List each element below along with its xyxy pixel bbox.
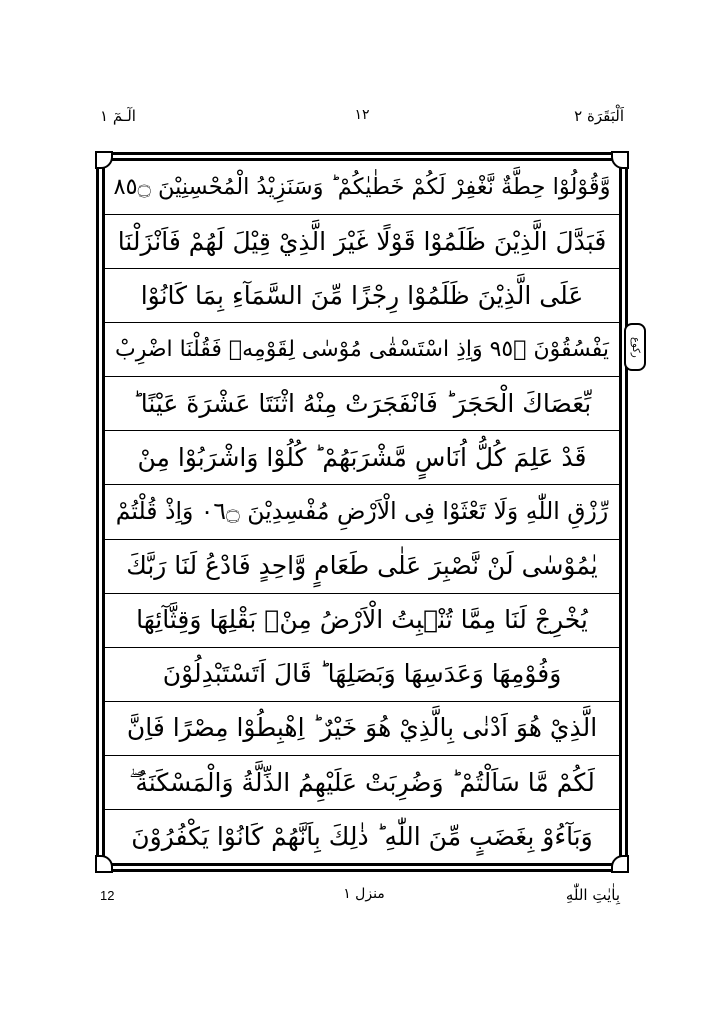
ayah-text: بِّعَصَاكَ الْحَجَرَ ؕ فَانْفَجَرَتْ مِنْهُ اثْنَتَا عَشْرَةَ عَيْنًا ؕ: [132, 388, 592, 418]
ayah-line: [105, 540, 619, 594]
ayah-text: وَّقُوْلُوْا حِطَّةٌ نَّغْفِرْ لَكُمْ خَطٰيٰكُمْ ؕ وَسَنَزِيْدُ الْمُحْسِنِيْنَ ۝٥٨: [113, 174, 611, 201]
text-frame: [96, 152, 641, 872]
ayah-text: وَبَآءُوْ بِغَضَبٍ مِّنَ اللّٰهِ ؕ ذٰلِكَ بِاَنَّهُمْ كَانُوْا يَكْفُرُوْنَ: [131, 821, 593, 851]
ayah-text: لَكُمْ مَّا سَاَلْتُمْ ؕ وَضُرِبَتْ عَلَيْهِمُ الذِّلَّةُ وَالْمَسْكَنَةُ ۖ: [129, 767, 595, 797]
ayah-lines: [105, 161, 619, 863]
ayah-line: [105, 161, 619, 215]
ayah-line: [105, 810, 619, 863]
ayah-line: [105, 756, 619, 810]
page-header: [100, 108, 624, 134]
ayah-line: [105, 377, 619, 431]
ayah-text: يَفْسُقُوْنَ ۝٥٩ وَاِذِ اسْتَسْقٰى مُوْسٰى لِقَوْمِهٖ فَقُلْنَا اضْرِبْ: [115, 336, 609, 362]
header-surah-name: اَلْبَقَرَة ٢: [574, 107, 624, 125]
ayah-line: [105, 215, 619, 269]
corner-ornament-bottom-right: [611, 855, 629, 873]
ruku-medallion: رکوع: [624, 323, 646, 371]
ayah-line: [105, 648, 619, 702]
ayah-text: فَبَدَّلَ الَّذِيْنَ ظَلَمُوْا قَوْلًا غَيْرَ الَّذِيْ قِيْلَ لَهُمْ فَاَنْزَلْنَا: [117, 226, 607, 256]
header-page-number: ١٢: [354, 107, 370, 123]
ayah-text: وَفُوْمِهَا وَعَدَسِهَا وَبَصَلِهَا ؕ قَالَ اَتَسْتَبْدِلُوْنَ: [162, 659, 562, 689]
ayah-text: قَدْ عَلِمَ كُلُّ اُنَاسٍ مَّشْرَبَهُمْ ؕ كُلُوْا وَاشْرَبُوْا مِنْ: [137, 443, 587, 473]
page-footer: [100, 884, 628, 912]
ayah-line: [105, 269, 619, 323]
frame-inner-border: [103, 159, 621, 865]
ayah-line: [105, 323, 619, 377]
ayah-line: [105, 485, 619, 539]
ayah-text: الَّذِيْ هُوَ اَدْنٰى بِالَّذِيْ هُوَ خَيْرٌ ؕ اِهْبِطُوْا مِصْرًا فَاِنَّ: [126, 713, 598, 743]
header-juz-label: الٓـمٓ ١: [100, 107, 136, 125]
ayah-text: عَلَى الَّذِيْنَ ظَلَمُوْا رِجْزًا مِّنَ السَّمَآءِ بِمَا كَانُوْا: [140, 280, 584, 310]
footer-continuation-text: بِاٰيٰتِ اللّٰهِ: [565, 886, 620, 904]
ayah-line: [105, 594, 619, 648]
ayah-line: [105, 702, 619, 756]
ayah-text: رِّزْقِ اللّٰهِ وَلَا تَعْثَوْا فِى الْاَرْضِ مُفْسِدِيْنَ ۝٦٠ وَاِذْ قُلْتُمْ: [115, 497, 609, 526]
footer-manzil-label: منزل ١: [343, 886, 385, 902]
ayah-line: [105, 431, 619, 485]
footer-page-number: 12: [100, 888, 115, 903]
ayah-text: يُخْرِجْ لَنَا مِمَّا تُنْۢبِتُ الْاَرْضُ مِنْۢ بَقْلِهَا وَقِثَّآئِهَا: [136, 605, 588, 635]
ayah-text: يٰمُوْسٰى لَنْ نَّصْبِرَ عَلٰى طَعَامٍ وَّاحِدٍ فَادْعُ لَنَا رَبَّكَ: [126, 551, 598, 581]
